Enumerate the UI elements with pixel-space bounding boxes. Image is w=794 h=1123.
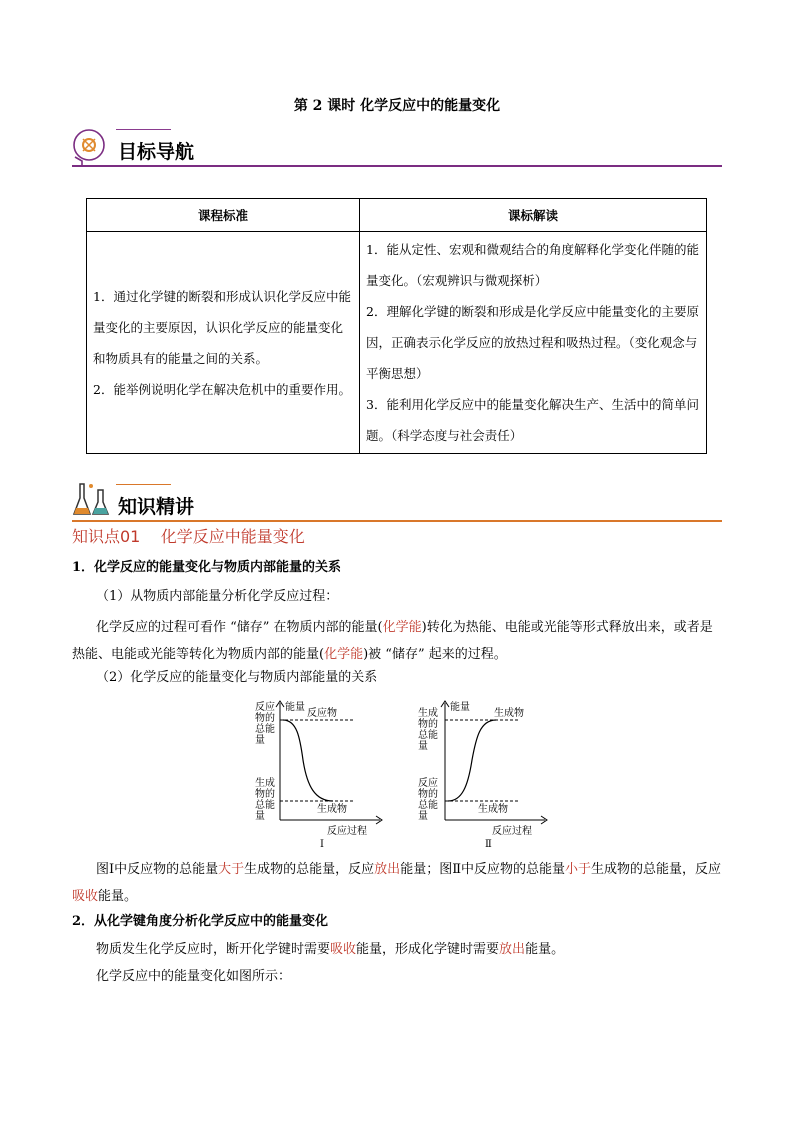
standard-item: 2．能举例说明化学在解决危机中的重要作用。 (93, 381, 351, 397)
figure-caption: Ⅱ (485, 839, 492, 848)
table-header-interpretation: 课标解读 (360, 199, 707, 232)
axis-label-process: 反应过程 (492, 826, 532, 837)
axis-label-energy: 能量 (450, 702, 470, 713)
axis-label-process: 反应过程 (327, 826, 367, 837)
figure-caption: Ⅰ (320, 839, 324, 848)
heading-2: 2．从化学键角度分析化学反应中的能量变化 (72, 914, 329, 929)
highlight-chem-energy: 化学能 (324, 647, 364, 662)
table-header-standard: 课程标准 (87, 199, 360, 232)
knowledge-point-title: 知识点01 化学反应中能量变化 (72, 527, 305, 546)
highlight-chem-energy: 化学能 (382, 620, 422, 635)
interpretation-item: 2．理解化学键的断裂和形成是化学反应中能量变化的主要原因，正确表示化学反应的放热过程和吸热过程。（变化观念与平衡思想） (366, 304, 699, 381)
label-total-energy-product: 生成物的总能量 (418, 708, 438, 752)
paragraph-4: 图Ⅰ中反应物的总能量大于生成物的总能量，反应放出能量；图Ⅱ中反应物的总能量小于生成物的总能量，反应吸收能量。 (72, 862, 722, 904)
highlight: 放出 (374, 862, 401, 877)
label-product: 生成物 (478, 804, 508, 815)
interpretation-item: 1．能从定性、宏观和微观结合的角度解释化学变化伴随的能量变化。（宏观辨识与微观探析） (366, 242, 699, 288)
section-header-knowledge (72, 478, 722, 522)
paragraph-3: （2）化学反应的能量变化与物质内部能量的关系 (96, 670, 378, 685)
highlight: 吸收 (72, 889, 99, 904)
section-label-goals: 目标导航 (118, 141, 195, 163)
standards-table (86, 198, 707, 454)
highlight: 小于 (565, 862, 592, 877)
interpretation-item: 3．能利用化学反应中的能量变化解决生产、生活中的简单问题。（科学态度与社会责任） (366, 397, 699, 443)
paragraph-1: （1）从物质内部能量分析化学反应过程： (96, 589, 339, 604)
label-product: 生成物 (494, 708, 524, 719)
section-header-goals (72, 123, 722, 167)
highlight: 大于 (218, 862, 245, 877)
label-product: 生成物 (317, 804, 347, 815)
paragraph-6: 化学反应中的能量变化如图所示： (96, 969, 292, 984)
highlight: 吸收 (330, 942, 357, 957)
paragraph-2: 化学反应的过程可看作 “储存” 在物质内部的能量(化学能)转化为热能、电能或光能等形式释放出来，或者是热能、电能或光能等转化为物质内部的能量(化学能)被 “储存” 起来的过程。 (72, 620, 713, 662)
page-title: 第 2 课时 化学反应中的能量变化 (293, 98, 501, 114)
highlight: 放出 (499, 942, 526, 957)
table-cell-standard (87, 232, 360, 454)
label-total-energy-reactant: 反应物的总能量 (418, 778, 438, 822)
axis-label-energy: 能量 (285, 702, 305, 713)
label-total-energy-product: 生成物的总能量 (255, 778, 275, 822)
standard-item: 1．通过化学键的断裂和形成认识化学反应中能量变化的主要原因，认识化学反应的能量变化和物质具有的能量之间的关系。 (93, 288, 351, 366)
heading-1: 1．化学反应的能量变化与物质内部能量的关系 (72, 560, 342, 575)
section-label-knowledge: 知识精讲 (118, 496, 195, 518)
label-reactant: 反应物 (307, 708, 337, 719)
table-cell-interpretation (360, 232, 707, 454)
flask-icon (72, 480, 112, 520)
brain-gear-icon (72, 125, 110, 165)
paragraph-5: 物质发生化学反应时，断开化学键时需要吸收能量，形成化学键时需要放出能量。 (96, 942, 565, 957)
label-total-energy-reactant: 反应物的总能量 (255, 702, 275, 746)
